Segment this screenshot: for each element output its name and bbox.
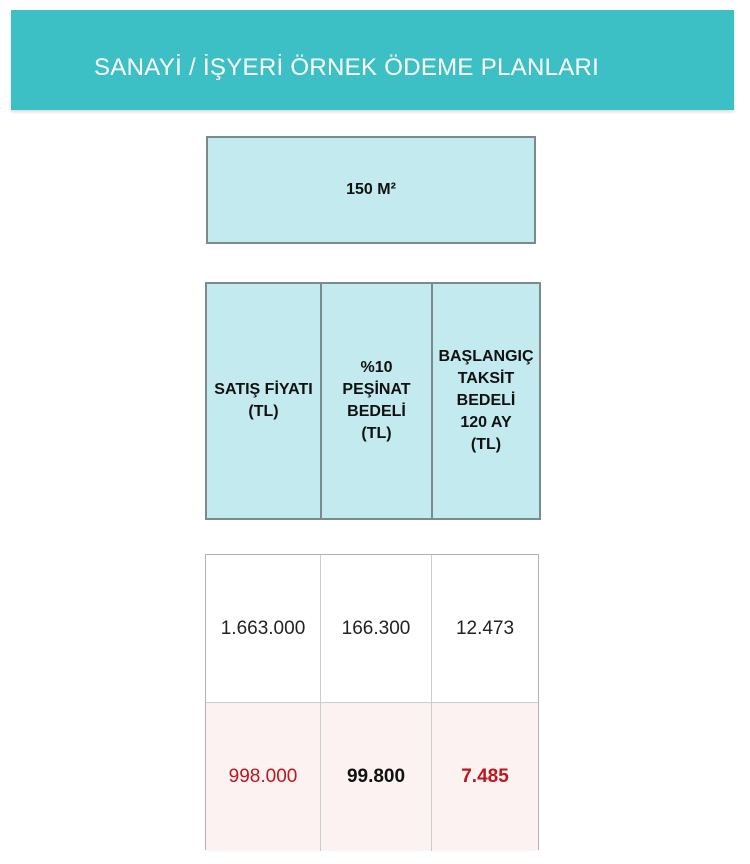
area-size-box bbox=[206, 136, 536, 244]
area-size-label: 150 M² bbox=[346, 181, 396, 198]
table-cell-installment-discounted: 7.485 bbox=[432, 703, 538, 851]
page-title: SANAYİ / İŞYERİ ÖRNEK ÖDEME PLANLARI bbox=[94, 54, 600, 81]
table-cell-sale-price-list: 1.663.000 bbox=[206, 555, 321, 703]
header-down-payment: %10 PEŞİNAT BEDELİ (TL) bbox=[322, 284, 433, 518]
table-cell-down-payment-list: 166.300 bbox=[321, 555, 432, 703]
table-cell-sale-price-discounted: 998.000 bbox=[206, 703, 321, 851]
table-cell-installment-list: 12.473 bbox=[432, 555, 538, 703]
price-table bbox=[205, 554, 539, 850]
table-header bbox=[205, 282, 541, 520]
header-sale-price: SATIŞ FİYATI (TL) bbox=[207, 284, 322, 518]
table-cell-down-payment-discounted: 99.800 bbox=[321, 703, 432, 851]
title-banner bbox=[11, 10, 734, 110]
header-installment: BAŞLANGIÇ TAKSİT BEDELİ 120 AY (TL) bbox=[438, 348, 534, 453]
